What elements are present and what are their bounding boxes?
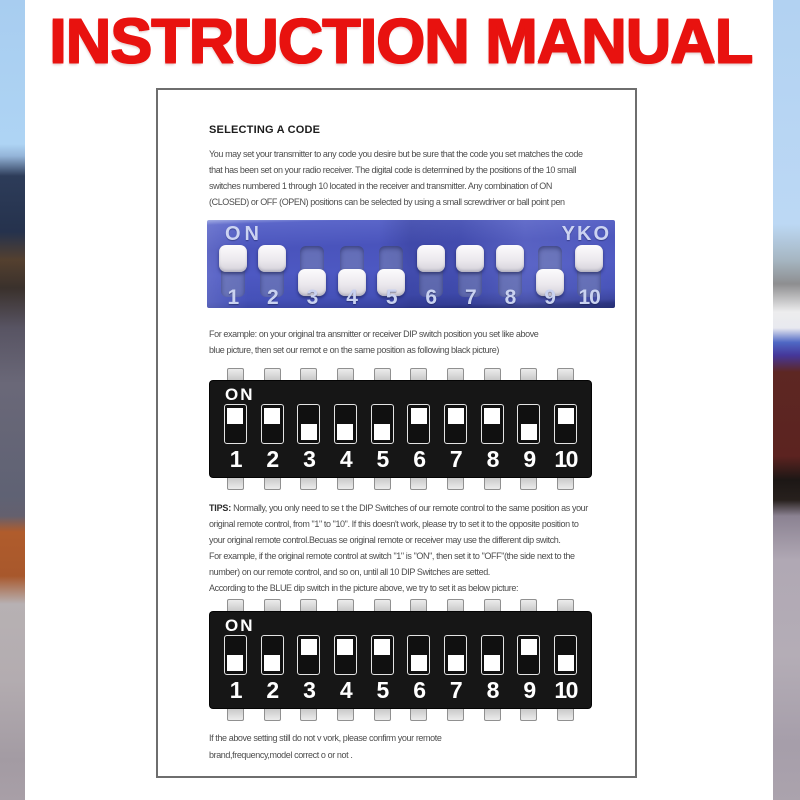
black-dip-top-on-label: ON <box>225 385 255 404</box>
tips-line-1 <box>209 500 588 516</box>
dip-slot <box>407 635 430 675</box>
manual-page <box>156 88 637 778</box>
dip-switch-6 <box>401 635 438 702</box>
blue-dip-switch-photo <box>207 220 615 308</box>
dip-pin <box>410 368 427 381</box>
dip-number: 6 <box>413 677 425 703</box>
dip-pin <box>484 708 501 721</box>
dip-switch-3 <box>290 635 327 702</box>
background-photo-left-strip <box>0 0 25 800</box>
dip-pin <box>520 477 537 490</box>
dip-pin-cell <box>364 368 401 381</box>
dip-toggle-on <box>484 408 500 424</box>
dip-pin <box>410 708 427 721</box>
text-line: For example: on your original tra ansmitter or receiver DIP switch position you set like above <box>209 329 539 339</box>
dip-pin-cell <box>254 477 291 490</box>
dip-number: 8 <box>504 286 516 309</box>
blue-dip-brand-label: YKO <box>561 223 611 245</box>
dip-switch-2 <box>253 245 293 308</box>
dip-number: 8 <box>486 446 498 472</box>
text-line: your original remote control.Becuas se original remote or receiver may use the different dip switch. <box>209 535 561 545</box>
dip-slot <box>554 635 577 675</box>
dip-toggle-on <box>521 639 537 655</box>
dip-pin <box>264 368 281 381</box>
dip-pin-cell <box>511 708 548 721</box>
dip-switch-1 <box>217 635 254 702</box>
dip-toggle-off <box>484 655 500 671</box>
dip-number: 4 <box>339 677 352 703</box>
dip-pin-cell <box>401 368 438 381</box>
dip-pin-cell <box>327 368 364 381</box>
text-line: You may set your transmitter to any code you desire but be sure that the code you set matches the code <box>209 149 583 159</box>
dip-toggle-on <box>337 639 353 655</box>
dip-switch-9 <box>530 245 570 308</box>
black-dip-switch-bottom <box>210 599 591 721</box>
section-heading: SELECTING A CODE <box>209 124 321 136</box>
dip-toggle-off <box>301 424 317 440</box>
dip-pin <box>227 708 244 721</box>
dip-switch-10 <box>569 245 609 308</box>
tips-paragraph <box>209 500 588 596</box>
dip-number: 2 <box>266 677 278 703</box>
dip-pin-cell <box>290 599 327 612</box>
dip-pin <box>227 477 244 490</box>
dip-pin <box>484 477 501 490</box>
dip-switch-8 <box>474 404 511 471</box>
background-photo-right-strip <box>773 0 800 800</box>
black-dip-bottom-switch-row <box>217 635 584 702</box>
dip-switch-10 <box>547 635 584 702</box>
dip-pin <box>337 368 354 381</box>
dip-pin-cell <box>217 368 254 381</box>
dip-pin <box>227 599 244 612</box>
dip-pin-cell <box>217 708 254 721</box>
dip-slot <box>334 404 357 444</box>
dip-slot <box>554 404 577 444</box>
dip-number: 2 <box>266 446 278 472</box>
dip-pin <box>557 477 574 490</box>
dip-pin <box>300 477 317 490</box>
dip-number: 6 <box>413 446 425 472</box>
dip-switch-5 <box>371 245 411 308</box>
dip-pin <box>374 599 391 612</box>
dip-number: 2 <box>267 286 278 309</box>
dip-slot <box>261 635 284 675</box>
dip-switch-7 <box>451 245 491 308</box>
black-dip-switch-top <box>210 368 591 490</box>
dip-number: 9 <box>523 446 535 472</box>
dip-pin-cell <box>364 708 401 721</box>
dip-pin-cell <box>437 708 474 721</box>
dip-slot <box>297 635 320 675</box>
dip-pin-cell <box>217 599 254 612</box>
dip-number: 3 <box>303 677 315 703</box>
dip-switch-1 <box>213 245 253 308</box>
dip-pin <box>300 599 317 612</box>
dip-slot <box>261 404 284 444</box>
dip-number: 1 <box>229 446 241 472</box>
dip-pin-cell <box>474 477 511 490</box>
dip-number: 7 <box>465 286 476 309</box>
dip-pin <box>264 599 281 612</box>
dip-pin <box>300 368 317 381</box>
text-line: (CLOSED) or OFF (OPEN) positions can be selected by using a small screwdriver or ball point pen <box>209 197 565 207</box>
dip-pin-cell <box>547 477 584 490</box>
dip-pin <box>557 368 574 381</box>
dip-slot <box>444 404 467 444</box>
dip-pins-top <box>210 368 591 381</box>
banner <box>30 6 770 76</box>
dip-number: 10 <box>578 286 600 309</box>
dip-number: 5 <box>376 446 388 472</box>
tips-label: TIPS: <box>209 503 232 513</box>
dip-slot <box>224 404 247 444</box>
dip-pin <box>227 368 244 381</box>
dip-pins-bottom <box>210 708 591 721</box>
dip-toggle-off <box>448 655 464 671</box>
dip-pin <box>520 368 537 381</box>
dip-number: 3 <box>306 286 318 309</box>
dip-toggle-on <box>301 639 317 655</box>
dip-pin-cell <box>327 599 364 612</box>
dip-switch-3 <box>290 404 327 471</box>
dip-number: 10 <box>554 446 577 472</box>
dip-toggle-off <box>227 655 243 671</box>
dip-toggle-on <box>374 639 390 655</box>
dip-pin-cell <box>437 368 474 381</box>
tips-lines <box>209 516 588 596</box>
dip-slot <box>481 635 504 675</box>
dip-toggle-on <box>575 245 603 272</box>
dip-number: 1 <box>227 286 239 309</box>
dip-toggle-on <box>411 408 427 424</box>
dip-number: 8 <box>486 677 498 703</box>
dip-toggle-off <box>264 655 280 671</box>
text-line: If the above setting still do not v vork, please confirm your remote <box>209 733 442 743</box>
text-line: According to the BLUE dip switch in the picture above, we try to set it as below picture: <box>209 583 519 593</box>
dip-pin <box>410 477 427 490</box>
dip-body <box>210 612 591 708</box>
dip-switch-10 <box>547 404 584 471</box>
page-title: INSTRUCTION MANUAL <box>48 6 752 76</box>
example-paragraph <box>209 326 538 358</box>
dip-pin-cell <box>217 477 254 490</box>
dip-pin <box>484 599 501 612</box>
dip-slot <box>224 635 247 675</box>
dip-pin <box>484 368 501 381</box>
dip-pin <box>374 368 391 381</box>
footer-paragraph <box>209 730 441 764</box>
dip-switch-4 <box>327 404 364 471</box>
dip-pin-cell <box>364 599 401 612</box>
dip-number: 7 <box>449 446 462 472</box>
dip-pin <box>447 477 464 490</box>
dip-switch-5 <box>364 404 401 471</box>
dip-pin-cell <box>547 368 584 381</box>
dip-slot <box>371 404 394 444</box>
dip-switch-8 <box>474 635 511 702</box>
dip-switch-6 <box>401 404 438 471</box>
dip-slot <box>444 635 467 675</box>
dip-pin-cell <box>290 477 327 490</box>
dip-pin <box>447 368 464 381</box>
black-dip-top-switch-row <box>217 404 584 471</box>
dip-pins-top <box>210 599 591 612</box>
dip-pin-cell <box>437 477 474 490</box>
dip-switch-8 <box>490 245 530 308</box>
black-dip-bottom-on-label: ON <box>225 616 255 635</box>
dip-pin-cell <box>401 477 438 490</box>
dip-toggle-on <box>219 245 247 272</box>
dip-number: 9 <box>544 286 555 309</box>
dip-pin-cell <box>327 708 364 721</box>
dip-pin-cell <box>511 368 548 381</box>
dip-pin <box>337 708 354 721</box>
dip-pin <box>264 477 281 490</box>
dip-toggle-off <box>558 655 574 671</box>
dip-toggle-off <box>374 424 390 440</box>
dip-toggle-on <box>417 245 445 272</box>
dip-pin-cell <box>547 708 584 721</box>
dip-pin-cell <box>401 708 438 721</box>
dip-switch-9 <box>511 404 548 471</box>
text-line: original remote control, from "1" to "10". If this doesn't work, please try to set it to the opposite position to <box>209 519 579 529</box>
dip-toggle-on <box>456 245 484 272</box>
dip-pin <box>337 599 354 612</box>
dip-pin <box>557 708 574 721</box>
dip-pin-cell <box>511 477 548 490</box>
dip-number: 1 <box>229 677 241 703</box>
dip-pin-cell <box>474 368 511 381</box>
dip-toggle-on <box>448 408 464 424</box>
dip-toggle-on <box>227 408 243 424</box>
dip-slot <box>407 404 430 444</box>
text-line: switches numbered 1 through 10 located in the receiver and transmitter. Any combination of ON <box>209 181 553 191</box>
dip-number: 3 <box>303 446 315 472</box>
blue-dip-on-label: ON <box>225 223 263 245</box>
dip-pin-cell <box>511 599 548 612</box>
dip-pin-cell <box>290 708 327 721</box>
text-line: brand,frequency,model correct o or not . <box>209 750 353 760</box>
dip-slot <box>517 635 540 675</box>
dip-switch-5 <box>364 635 401 702</box>
dip-toggle-on <box>558 408 574 424</box>
dip-slot <box>297 404 320 444</box>
dip-switch-6 <box>411 245 451 308</box>
dip-pin <box>447 708 464 721</box>
dip-number: 6 <box>425 286 437 309</box>
dip-pin-cell <box>254 368 291 381</box>
dip-toggle-off <box>521 424 537 440</box>
dip-pin <box>374 477 391 490</box>
dip-pin-cell <box>290 368 327 381</box>
dip-number: 9 <box>523 677 535 703</box>
dip-pins-bottom <box>210 477 591 490</box>
dip-pin-cell <box>547 599 584 612</box>
dip-pin <box>557 599 574 612</box>
text-line: blue picture, then set our remot e on the same position as following black picture) <box>209 345 499 355</box>
dip-pin-cell <box>254 599 291 612</box>
dip-switch-4 <box>332 245 372 308</box>
dip-toggle-on <box>496 245 524 272</box>
text-line: For example, if the original remote control at switch "1" is "ON", then set it to "OFF"(the side next to the <box>209 551 575 561</box>
intro-paragraph <box>209 146 583 210</box>
dip-body <box>210 381 591 477</box>
dip-pin <box>337 477 354 490</box>
dip-pin <box>264 708 281 721</box>
dip-pin-cell <box>254 708 291 721</box>
dip-number: 5 <box>376 677 388 703</box>
dip-pin <box>410 599 427 612</box>
dip-switch-2 <box>254 635 291 702</box>
dip-slot <box>334 635 357 675</box>
dip-pin-cell <box>474 708 511 721</box>
dip-pin-cell <box>364 477 401 490</box>
dip-toggle-on <box>258 245 286 272</box>
dip-switch-4 <box>327 635 364 702</box>
dip-switch-7 <box>437 404 474 471</box>
dip-switch-3 <box>292 245 332 308</box>
dip-number: 5 <box>385 286 397 309</box>
text-line: number) on our remote control, and so on, until all 10 DIP Switches are setted. <box>209 567 490 577</box>
dip-toggle-off <box>411 655 427 671</box>
dip-switch-1 <box>217 404 254 471</box>
blue-dip-switch-row <box>213 245 609 308</box>
dip-toggle-off <box>337 424 353 440</box>
tips-line-1-text: Normally, you only need to se t the DIP Switches of our remote control to the same position as your <box>231 503 588 513</box>
dip-pin <box>520 708 537 721</box>
dip-pin <box>300 708 317 721</box>
dip-pin <box>374 708 391 721</box>
dip-pin-cell <box>437 599 474 612</box>
dip-slot <box>481 404 504 444</box>
dip-slot <box>517 404 540 444</box>
dip-pin-cell <box>327 477 364 490</box>
dip-switch-7 <box>437 635 474 702</box>
dip-pin-cell <box>401 599 438 612</box>
dip-switch-2 <box>254 404 291 471</box>
dip-slot <box>371 635 394 675</box>
dip-toggle-on <box>264 408 280 424</box>
dip-pin <box>520 599 537 612</box>
dip-pin <box>447 599 464 612</box>
dip-switch-9 <box>511 635 548 702</box>
dip-number: 4 <box>346 286 357 309</box>
dip-number: 10 <box>554 677 577 703</box>
dip-number: 7 <box>449 677 462 703</box>
dip-number: 4 <box>339 446 352 472</box>
text-line: that has been set on your radio receiver. The digital code is determined by the positions of the 10 small <box>209 165 577 175</box>
dip-pin-cell <box>474 599 511 612</box>
